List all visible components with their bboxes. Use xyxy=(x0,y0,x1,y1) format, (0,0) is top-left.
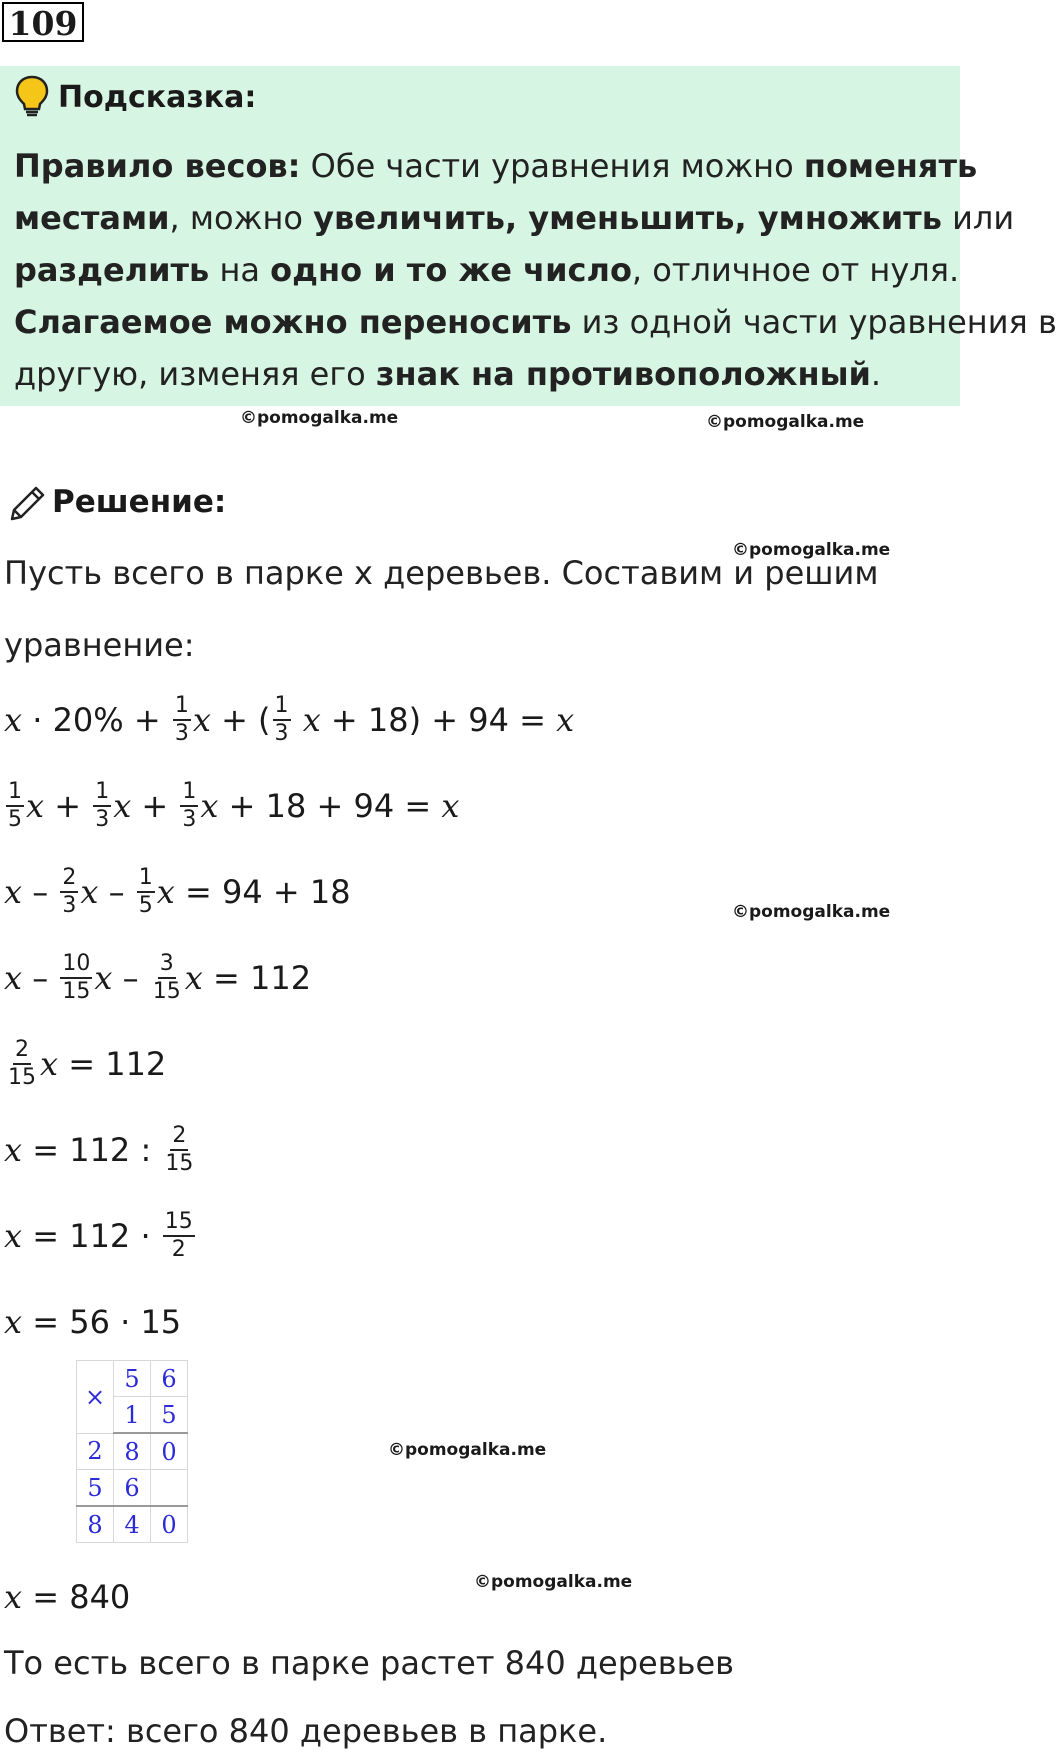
solution-intro-line1: Пусть всего в парке x деревьев. Составим и решим xyxy=(4,554,879,592)
hint-line xyxy=(14,348,881,400)
equation-text: + 18) + 94 = xyxy=(320,701,557,739)
fraction xyxy=(163,1209,195,1263)
equation-line xyxy=(4,1120,197,1180)
result-equation xyxy=(4,1574,130,1620)
hint-title: Подсказка: xyxy=(58,80,257,115)
hint-line xyxy=(14,192,1014,244)
equation-text: – xyxy=(98,873,135,911)
multiplication-cell: 6 xyxy=(114,1470,151,1507)
equation-text: – xyxy=(22,959,59,997)
variable-x: x xyxy=(40,1045,59,1083)
variable-x: x xyxy=(556,701,575,739)
numerator: 2 xyxy=(170,1123,188,1151)
watermark: ©pomogalka.me xyxy=(732,902,891,922)
equation-line xyxy=(4,1206,197,1266)
denominator: 15 xyxy=(62,979,91,1004)
numerator: 1 xyxy=(6,779,24,807)
equation-text: – xyxy=(22,873,59,911)
equation-line xyxy=(4,690,574,750)
task-number: 109 xyxy=(2,2,84,42)
watermark: ©pomogalka.me xyxy=(388,1440,547,1460)
numerator: 2 xyxy=(13,1037,31,1065)
fraction xyxy=(60,865,78,919)
multiplication-table xyxy=(76,1360,188,1543)
numerator: 2 xyxy=(60,865,78,893)
fraction xyxy=(60,951,92,1005)
fraction xyxy=(151,951,183,1005)
multiplication-cell: 8 xyxy=(77,1506,114,1543)
denominator: 5 xyxy=(138,893,153,918)
hint-bold-text: знак на противоположный xyxy=(375,355,871,393)
solution-intro-line2: уравнение: xyxy=(4,626,195,664)
multiplication-cell: 5 xyxy=(114,1361,151,1397)
lightbulb-icon xyxy=(14,74,50,122)
equation-line xyxy=(4,948,311,1008)
numerator: 1 xyxy=(273,693,291,721)
equation-text: = 112 : xyxy=(22,1131,162,1169)
watermark: ©pomogalka.me xyxy=(732,540,891,560)
variable-x: x xyxy=(4,1131,23,1169)
denominator: 5 xyxy=(8,807,22,832)
multiplication-cell: 4 xyxy=(114,1506,151,1543)
hint-text: другую, изменяя его xyxy=(14,355,376,393)
equation-text: + xyxy=(44,787,92,825)
hint-bold-text: разделить xyxy=(14,251,210,289)
denominator: 15 xyxy=(8,1065,36,1090)
equation-text: = 112 xyxy=(58,1045,167,1083)
multiplication-cell: 0 xyxy=(151,1506,188,1543)
denominator: 3 xyxy=(174,721,189,746)
hint-text: на xyxy=(209,251,271,289)
equation-text: = 112 xyxy=(202,959,312,997)
multiplication-row xyxy=(77,1433,188,1470)
fraction xyxy=(6,1037,38,1091)
watermark: ©pomogalka.me xyxy=(474,1572,633,1592)
multiplication-cell: 0 xyxy=(151,1433,188,1470)
numerator: 1 xyxy=(180,779,198,807)
equation-line xyxy=(4,1292,181,1352)
denominator: 3 xyxy=(182,807,197,832)
equation-text: = 112 · xyxy=(22,1217,161,1255)
fraction xyxy=(180,779,198,833)
fraction xyxy=(93,779,111,833)
solution-title: Решение: xyxy=(52,484,227,520)
hint-text: Обе части уравнения можно xyxy=(300,147,804,185)
variable-x: x xyxy=(302,701,321,739)
numerator: 1 xyxy=(137,865,155,893)
multiplication-row xyxy=(77,1470,188,1507)
hint-bold-text: увеличить, уменьшить, умножить xyxy=(313,199,942,237)
equation-text: · 20% + xyxy=(22,701,171,739)
multiplication-row xyxy=(77,1506,188,1543)
multiplication-cell: × xyxy=(77,1361,114,1434)
hint-bold-text: Слагаемое можно переносить xyxy=(14,303,572,341)
equation-text xyxy=(293,701,303,739)
hint-bold-text: Правило весов: xyxy=(14,147,301,185)
equation-text: = 840 xyxy=(22,1578,131,1616)
multiplication-cell: 8 xyxy=(114,1433,151,1470)
variable-x: x xyxy=(156,873,175,911)
numerator: 15 xyxy=(163,1209,195,1237)
variable-x: x xyxy=(4,1217,23,1255)
variable-x: x xyxy=(94,959,113,997)
variable-x: x xyxy=(184,959,203,997)
multiplication-cell xyxy=(151,1470,188,1507)
hint-line xyxy=(14,140,977,192)
variable-x: x xyxy=(4,701,23,739)
fraction xyxy=(273,693,291,747)
variable-x: x xyxy=(4,959,23,997)
fraction xyxy=(163,1123,195,1177)
variable-x: x xyxy=(192,701,211,739)
hint-text: , можно xyxy=(169,199,314,237)
equation-text: + ( xyxy=(210,701,271,739)
numerator: 10 xyxy=(60,951,92,979)
denominator: 2 xyxy=(171,1237,186,1262)
variable-x: x xyxy=(4,873,23,911)
equation-line xyxy=(4,776,459,836)
fraction xyxy=(173,693,191,747)
numerator: 1 xyxy=(93,779,111,807)
denominator: 3 xyxy=(62,893,77,918)
numerator: 3 xyxy=(158,951,176,979)
equation-line xyxy=(4,1034,166,1094)
equation-text: – xyxy=(112,959,149,997)
equation-text: = 56 · 15 xyxy=(22,1303,182,1341)
denominator: 3 xyxy=(274,721,289,746)
hint-line xyxy=(14,296,1057,348)
variable-x: x xyxy=(26,787,45,825)
equation-text: = 94 + 18 xyxy=(174,873,351,911)
variable-x: x xyxy=(113,787,132,825)
hint-text: или xyxy=(941,199,1015,237)
numerator: 1 xyxy=(173,693,191,721)
variable-x: x xyxy=(441,787,460,825)
multiplication-cell: 6 xyxy=(151,1361,188,1397)
watermark: ©pomogalka.me xyxy=(240,408,399,428)
variable-x: x xyxy=(4,1303,23,1341)
variable-x: x xyxy=(4,1578,23,1616)
denominator: 15 xyxy=(152,979,181,1004)
multiplication-row xyxy=(77,1361,188,1397)
hint-text: . xyxy=(870,355,882,393)
fraction xyxy=(6,779,24,833)
hint-bold-text: одно и то же число xyxy=(270,251,632,289)
conclusion: То есть всего в парке растет 840 деревьев xyxy=(4,1644,734,1682)
hint-text: из одной части уравнения в xyxy=(571,303,1057,341)
multiplication-cell: 5 xyxy=(151,1397,188,1434)
equation-text: + xyxy=(131,787,179,825)
denominator: 3 xyxy=(95,807,110,832)
hint-line xyxy=(14,244,959,296)
hint-text: , отличное от нуля. xyxy=(631,251,960,289)
multiplication-cell: 1 xyxy=(114,1397,151,1434)
variable-x: x xyxy=(200,787,219,825)
equation-line xyxy=(4,862,351,922)
fraction xyxy=(137,865,155,919)
watermark: ©pomogalka.me xyxy=(706,412,865,432)
hint-bold-text: местами xyxy=(14,199,170,237)
answer: Ответ: всего 840 деревьев в парке. xyxy=(4,1712,608,1750)
multiplication-cell: 2 xyxy=(77,1433,114,1470)
denominator: 15 xyxy=(165,1151,194,1176)
variable-x: x xyxy=(80,873,99,911)
pencil-icon xyxy=(6,480,50,528)
equation-text: + 18 + 94 = xyxy=(218,787,442,825)
multiplication-cell: 5 xyxy=(77,1470,114,1507)
hint-bold-text: поменять xyxy=(803,147,978,185)
